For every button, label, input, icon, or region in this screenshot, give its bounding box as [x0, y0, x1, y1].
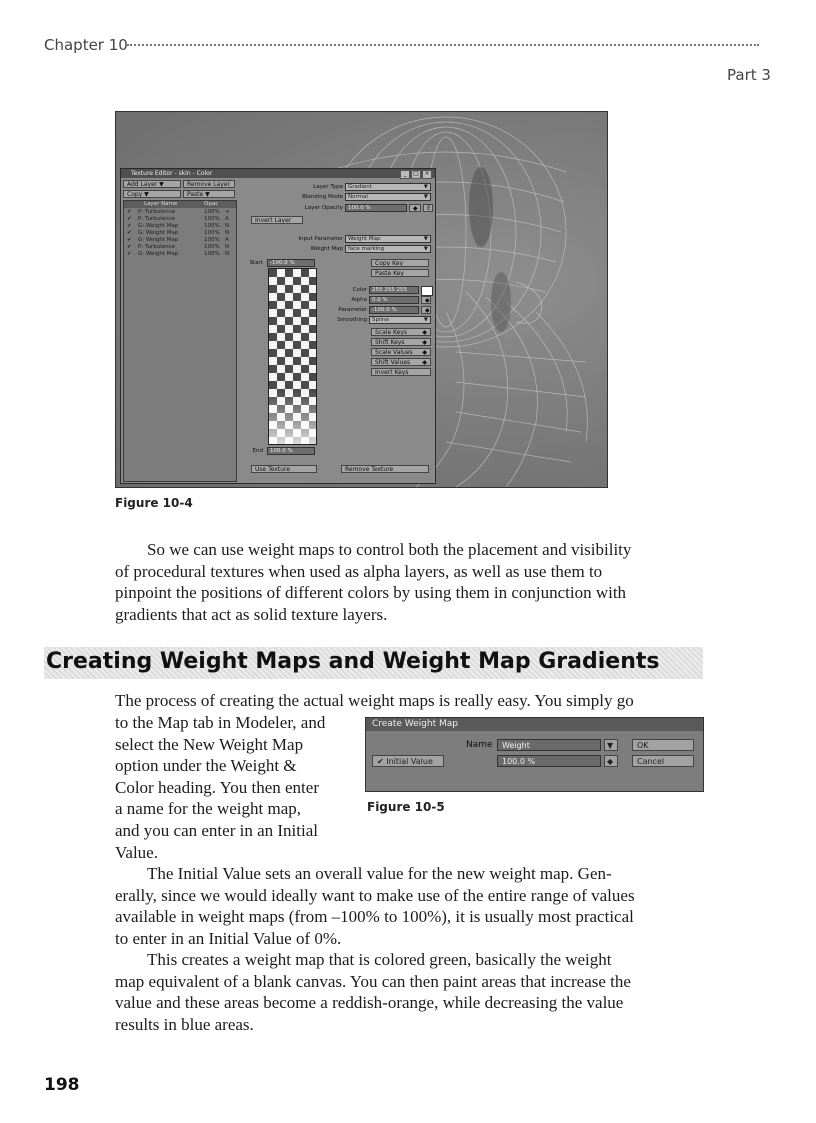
name-input[interactable]: Weight — [497, 739, 601, 751]
paragraph-2-wrap — [115, 712, 360, 863]
layer-row[interactable] — [124, 209, 236, 216]
create-weight-map-titlebar: Create Weight Map — [366, 718, 703, 731]
paragraph-3-line: available in weight maps (from –100% to 100%), it is usually most practical — [115, 907, 634, 927]
cancel-button[interactable]: Cancel — [632, 755, 694, 767]
layer-opacity: 100% — [204, 216, 220, 222]
section-heading: Creating Weight Maps and Weight Map Gradients — [46, 649, 660, 674]
figure-10-4-screenshot — [115, 111, 608, 488]
shift-values-button[interactable]: Shift Values ◆ — [371, 358, 431, 366]
layer-name: G: Weight Map — [138, 230, 179, 236]
paragraph-2-line: Color heading. You then enter — [115, 777, 319, 797]
gradient-preview-bar[interactable] — [268, 268, 317, 445]
scale-keys-button[interactable]: Scale Keys ◆ — [371, 328, 431, 336]
color-swatch[interactable] — [421, 286, 433, 296]
layer-blend-mode: N — [225, 230, 230, 236]
smoothing-select[interactable]: Spline ▼ — [369, 316, 431, 324]
layer-enabled-check-icon[interactable]: ✔ — [127, 209, 132, 215]
start-value-field[interactable]: -100.0 % — [267, 259, 315, 267]
layer-list — [123, 200, 237, 482]
close-icon[interactable]: × — [422, 170, 432, 179]
layer-enabled-check-icon[interactable]: ✔ — [127, 216, 132, 222]
paragraph-2-line: a name for the weight map, — [115, 799, 301, 819]
layer-enabled-check-icon[interactable]: ✔ — [127, 237, 132, 243]
paragraph-1 — [115, 539, 715, 625]
layer-row[interactable] — [124, 244, 236, 251]
shift-keys-button[interactable]: Shift Keys ◆ — [371, 338, 431, 346]
parameter-label: Parameter — [338, 307, 367, 313]
input-parameter-select[interactable]: Weight Map ▼ — [345, 235, 431, 243]
layer-name: P: Turbulence — [138, 209, 175, 215]
layer-name: G: Weight Map — [138, 223, 179, 229]
layer-row[interactable] — [124, 230, 236, 237]
texture-editor-titlebar: Texture Editor - skin - Color — [121, 169, 435, 178]
parameter-slider-icon[interactable]: ◆ — [421, 306, 431, 314]
maximize-icon[interactable]: □ — [411, 170, 421, 179]
checkmark-icon: ✔ — [377, 757, 384, 766]
initial-value-slider-icon[interactable]: ◆ — [604, 755, 618, 767]
layer-enabled-check-icon[interactable]: ✔ — [127, 251, 132, 257]
paragraph-1-line: pinpoint the positions of different colors by using them in conjunction with — [115, 583, 627, 603]
layer-name: P: Turbulence — [138, 216, 175, 222]
paste-button[interactable]: Paste ▼ — [183, 190, 235, 198]
figure-10-4-caption: Figure 10-4 — [115, 496, 193, 510]
alpha-label: Alpha — [351, 297, 367, 303]
invert-keys-button[interactable]: Invert Keys — [371, 368, 431, 376]
paragraph-2-line: select the New Weight Map — [115, 734, 304, 754]
layer-enabled-check-icon[interactable]: ✔ — [127, 223, 132, 229]
header-dotted-rule — [127, 44, 759, 46]
paragraph-4-line: value and these areas become a reddish-orange, while decreasing the value — [115, 993, 624, 1013]
texture-editor-window — [120, 168, 436, 484]
opacity-slider-icon[interactable]: ◆ — [409, 204, 421, 212]
paragraph-3-line: erally, since we would ideally want to make use of the entire range of values — [115, 885, 635, 905]
paragraph-4-line: map equivalent of a blank canvas. You can then paint areas that increase the — [115, 971, 631, 991]
paragraph-4 — [115, 949, 715, 1035]
layer-blend-mode: A — [225, 216, 229, 222]
ok-button[interactable]: OK — [632, 739, 694, 751]
layer-type-select[interactable]: Gradient ▼ — [345, 183, 431, 191]
initial-value-field[interactable]: 100.0 % — [497, 755, 601, 767]
layer-opacity: 100% — [204, 244, 220, 250]
layer-name: G: Weight Map — [138, 251, 179, 257]
layer-opacity: 100% — [204, 237, 220, 243]
layer-opacity-field[interactable]: 100.0 % — [345, 204, 407, 212]
paste-key-button[interactable]: Paste Key — [371, 269, 429, 277]
paragraph-2-line: option under the Weight & — [115, 756, 297, 776]
figure-10-5-caption: Figure 10-5 — [367, 800, 445, 814]
color-values-field[interactable]: 255 255 255 — [369, 286, 419, 294]
minimize-icon[interactable]: _ — [400, 170, 410, 179]
paragraph-3-line: The Initial Value sets an overall value for the new weight map. Gen- — [147, 864, 612, 883]
layer-blend-mode: N — [225, 223, 230, 229]
paragraph-2-line: Value. — [115, 842, 158, 862]
invert-layer-checkbox[interactable]: Invert Layer — [251, 216, 303, 224]
layer-type-label: Layer Type — [313, 184, 343, 190]
running-header-part: Part 3 — [727, 66, 771, 84]
layer-list-header: Layer Name Opac — [124, 201, 236, 208]
layer-row[interactable] — [124, 216, 236, 223]
layer-opacity: 100% — [204, 251, 220, 257]
layer-blend-mode: N — [225, 251, 230, 257]
layer-opacity-label: Layer Opacity — [304, 205, 343, 211]
paragraph-4-line: results in blue areas. — [115, 1014, 254, 1034]
alpha-field[interactable]: 0.0 % — [369, 296, 419, 304]
paragraph-2-line: and you can enter in an Initial — [115, 820, 318, 840]
end-label: End — [252, 448, 263, 454]
layer-row[interactable] — [124, 223, 236, 230]
layer-opacity: 100% — [204, 209, 220, 215]
layer-opacity: 100% — [204, 230, 220, 236]
paragraph-1-line: So we can use weight maps to control both the placement and visibility — [147, 540, 632, 559]
blending-mode-select[interactable]: Normal ▼ — [345, 193, 431, 201]
layer-enabled-check-icon[interactable]: ✔ — [127, 244, 132, 250]
layer-name: G: Weight Map — [138, 237, 179, 243]
initial-value-checkbox[interactable]: ✔ Initial Value — [372, 755, 444, 767]
paragraph-4-line: This creates a weight map that is colored green, basically the weight — [147, 950, 612, 969]
copy-button[interactable]: Copy ▼ — [123, 190, 181, 198]
weight-map-label: Weight Map — [310, 246, 343, 252]
use-texture-button[interactable]: Use Texture — [251, 465, 317, 473]
scale-values-button[interactable]: Scale Values ◆ — [371, 348, 431, 356]
layer-row[interactable] — [124, 251, 236, 258]
envelope-e-button[interactable]: E — [423, 204, 433, 212]
remove-texture-button[interactable]: Remove Texture — [341, 465, 429, 473]
paragraph-1-line: gradients that act as solid texture layers. — [115, 604, 388, 624]
blending-mode-label: Blending Mode — [302, 194, 343, 200]
paragraph-3 — [115, 863, 715, 949]
layer-opacity: 100% — [204, 223, 220, 229]
copy-key-button[interactable]: Copy Key — [371, 259, 429, 267]
input-parameter-label: Input Parameter — [298, 236, 343, 242]
start-label: Start — [249, 260, 263, 266]
layer-enabled-check-icon[interactable]: ✔ — [127, 230, 132, 236]
weight-map-select[interactable]: face marking ▼ — [345, 245, 431, 253]
paragraph-3-line: to enter in an Initial Value of 0%. — [115, 928, 342, 948]
layer-row[interactable] — [124, 237, 236, 244]
smoothing-label: Smoothing — [337, 317, 367, 323]
window-controls — [400, 170, 432, 179]
layer-blend-mode: A — [225, 237, 229, 243]
add-layer-button[interactable]: Add Layer ▼ — [123, 180, 181, 188]
remove-layer-button[interactable]: Remove Layer — [183, 180, 235, 188]
layer-blend-mode: + — [225, 209, 230, 215]
figure-10-5-dialog — [365, 717, 704, 792]
color-label: Color — [352, 287, 367, 293]
alpha-slider-icon[interactable]: ◆ — [421, 296, 431, 304]
paragraph-2-line: to the Map tab in Modeler, and — [115, 713, 326, 732]
name-label: Name — [466, 740, 493, 750]
name-dropdown-icon[interactable]: ▼ — [604, 739, 618, 751]
parameter-field[interactable]: -100.0 % — [369, 306, 419, 314]
layer-blend-mode: N — [225, 244, 230, 250]
running-header-chapter: Chapter 10 — [44, 36, 128, 54]
layer-name: P: Turbulence — [138, 244, 175, 250]
paragraph-1-line: of procedural textures when used as alpha layers, as well as use them to — [115, 561, 603, 581]
end-value-field[interactable]: 100.0 % — [267, 447, 315, 455]
page-number: 198 — [44, 1075, 80, 1095]
paragraph-2-first-line: The process of creating the actual weight maps is really easy. You simply go — [115, 691, 634, 710]
